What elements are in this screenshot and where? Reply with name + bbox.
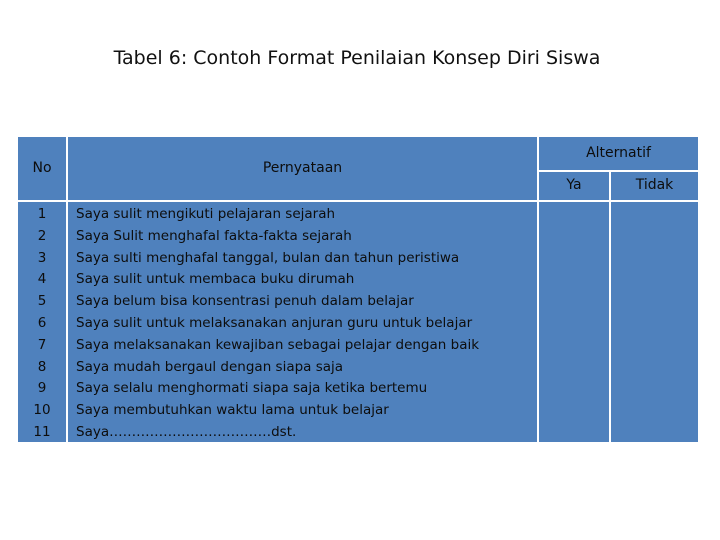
statement-column xyxy=(68,202,537,442)
row-number: 6 xyxy=(37,314,47,331)
header-no xyxy=(18,137,66,200)
row-number: 1 xyxy=(37,206,47,222)
statement-text: Saya sulit untuk melaksanakan anjuran guru untuk belajar xyxy=(76,314,473,331)
header-ya-label: Ya xyxy=(566,177,582,193)
header-alternatif-label: Alternatif xyxy=(586,145,651,161)
row-number: 5 xyxy=(37,293,47,310)
row-number: 9 xyxy=(37,380,47,397)
header-tidak-label: Tidak xyxy=(635,177,674,193)
statement-text: Saya membutuhkan waktu lama untuk belajar xyxy=(76,402,389,419)
statement-text: Saya mudah bergaul dengan siapa saja xyxy=(76,358,344,375)
header-pernyataan-label: Pernyataan xyxy=(262,160,343,176)
number-column xyxy=(18,202,66,442)
header-alternatif xyxy=(539,137,698,170)
row-number: 8 xyxy=(37,358,47,375)
header-ya xyxy=(539,172,609,200)
statement-text: Saya melaksanakan kewajiban sebagai pelajar dengan baik xyxy=(76,336,480,353)
statement-text: Saya………………………………dst. xyxy=(76,423,297,440)
row-number: 11 xyxy=(33,423,51,440)
header-no-label: No xyxy=(32,160,52,176)
header-pernyataan xyxy=(68,137,537,200)
statement-text: Saya sulit mengikuti pelajaran sejarah xyxy=(76,206,336,222)
statement-text: Saya Sulit menghafal fakta-fakta sejarah xyxy=(76,227,352,244)
header-tidak xyxy=(611,172,698,200)
table-title: Tabel 6: Contoh Format Penilaian Konsep Diri Siswa xyxy=(113,47,601,69)
statement-text: Saya sulit untuk membaca buku dirumah xyxy=(76,271,355,288)
statement-text: Saya belum bisa konsentrasi penuh dalam belajar xyxy=(76,293,414,310)
tidak-answer-column xyxy=(611,202,698,442)
row-number: 3 xyxy=(37,249,47,266)
row-number: 7 xyxy=(37,336,47,353)
row-number: 4 xyxy=(37,271,47,288)
ya-answer-column xyxy=(539,202,609,442)
statement-text: Saya selalu menghormati siapa saja ketika bertemu xyxy=(76,380,428,397)
row-number: 2 xyxy=(37,227,47,244)
statement-text: Saya sulti menghafal tanggal, bulan dan tahun peristiwa xyxy=(76,249,460,266)
row-number: 10 xyxy=(33,402,51,419)
